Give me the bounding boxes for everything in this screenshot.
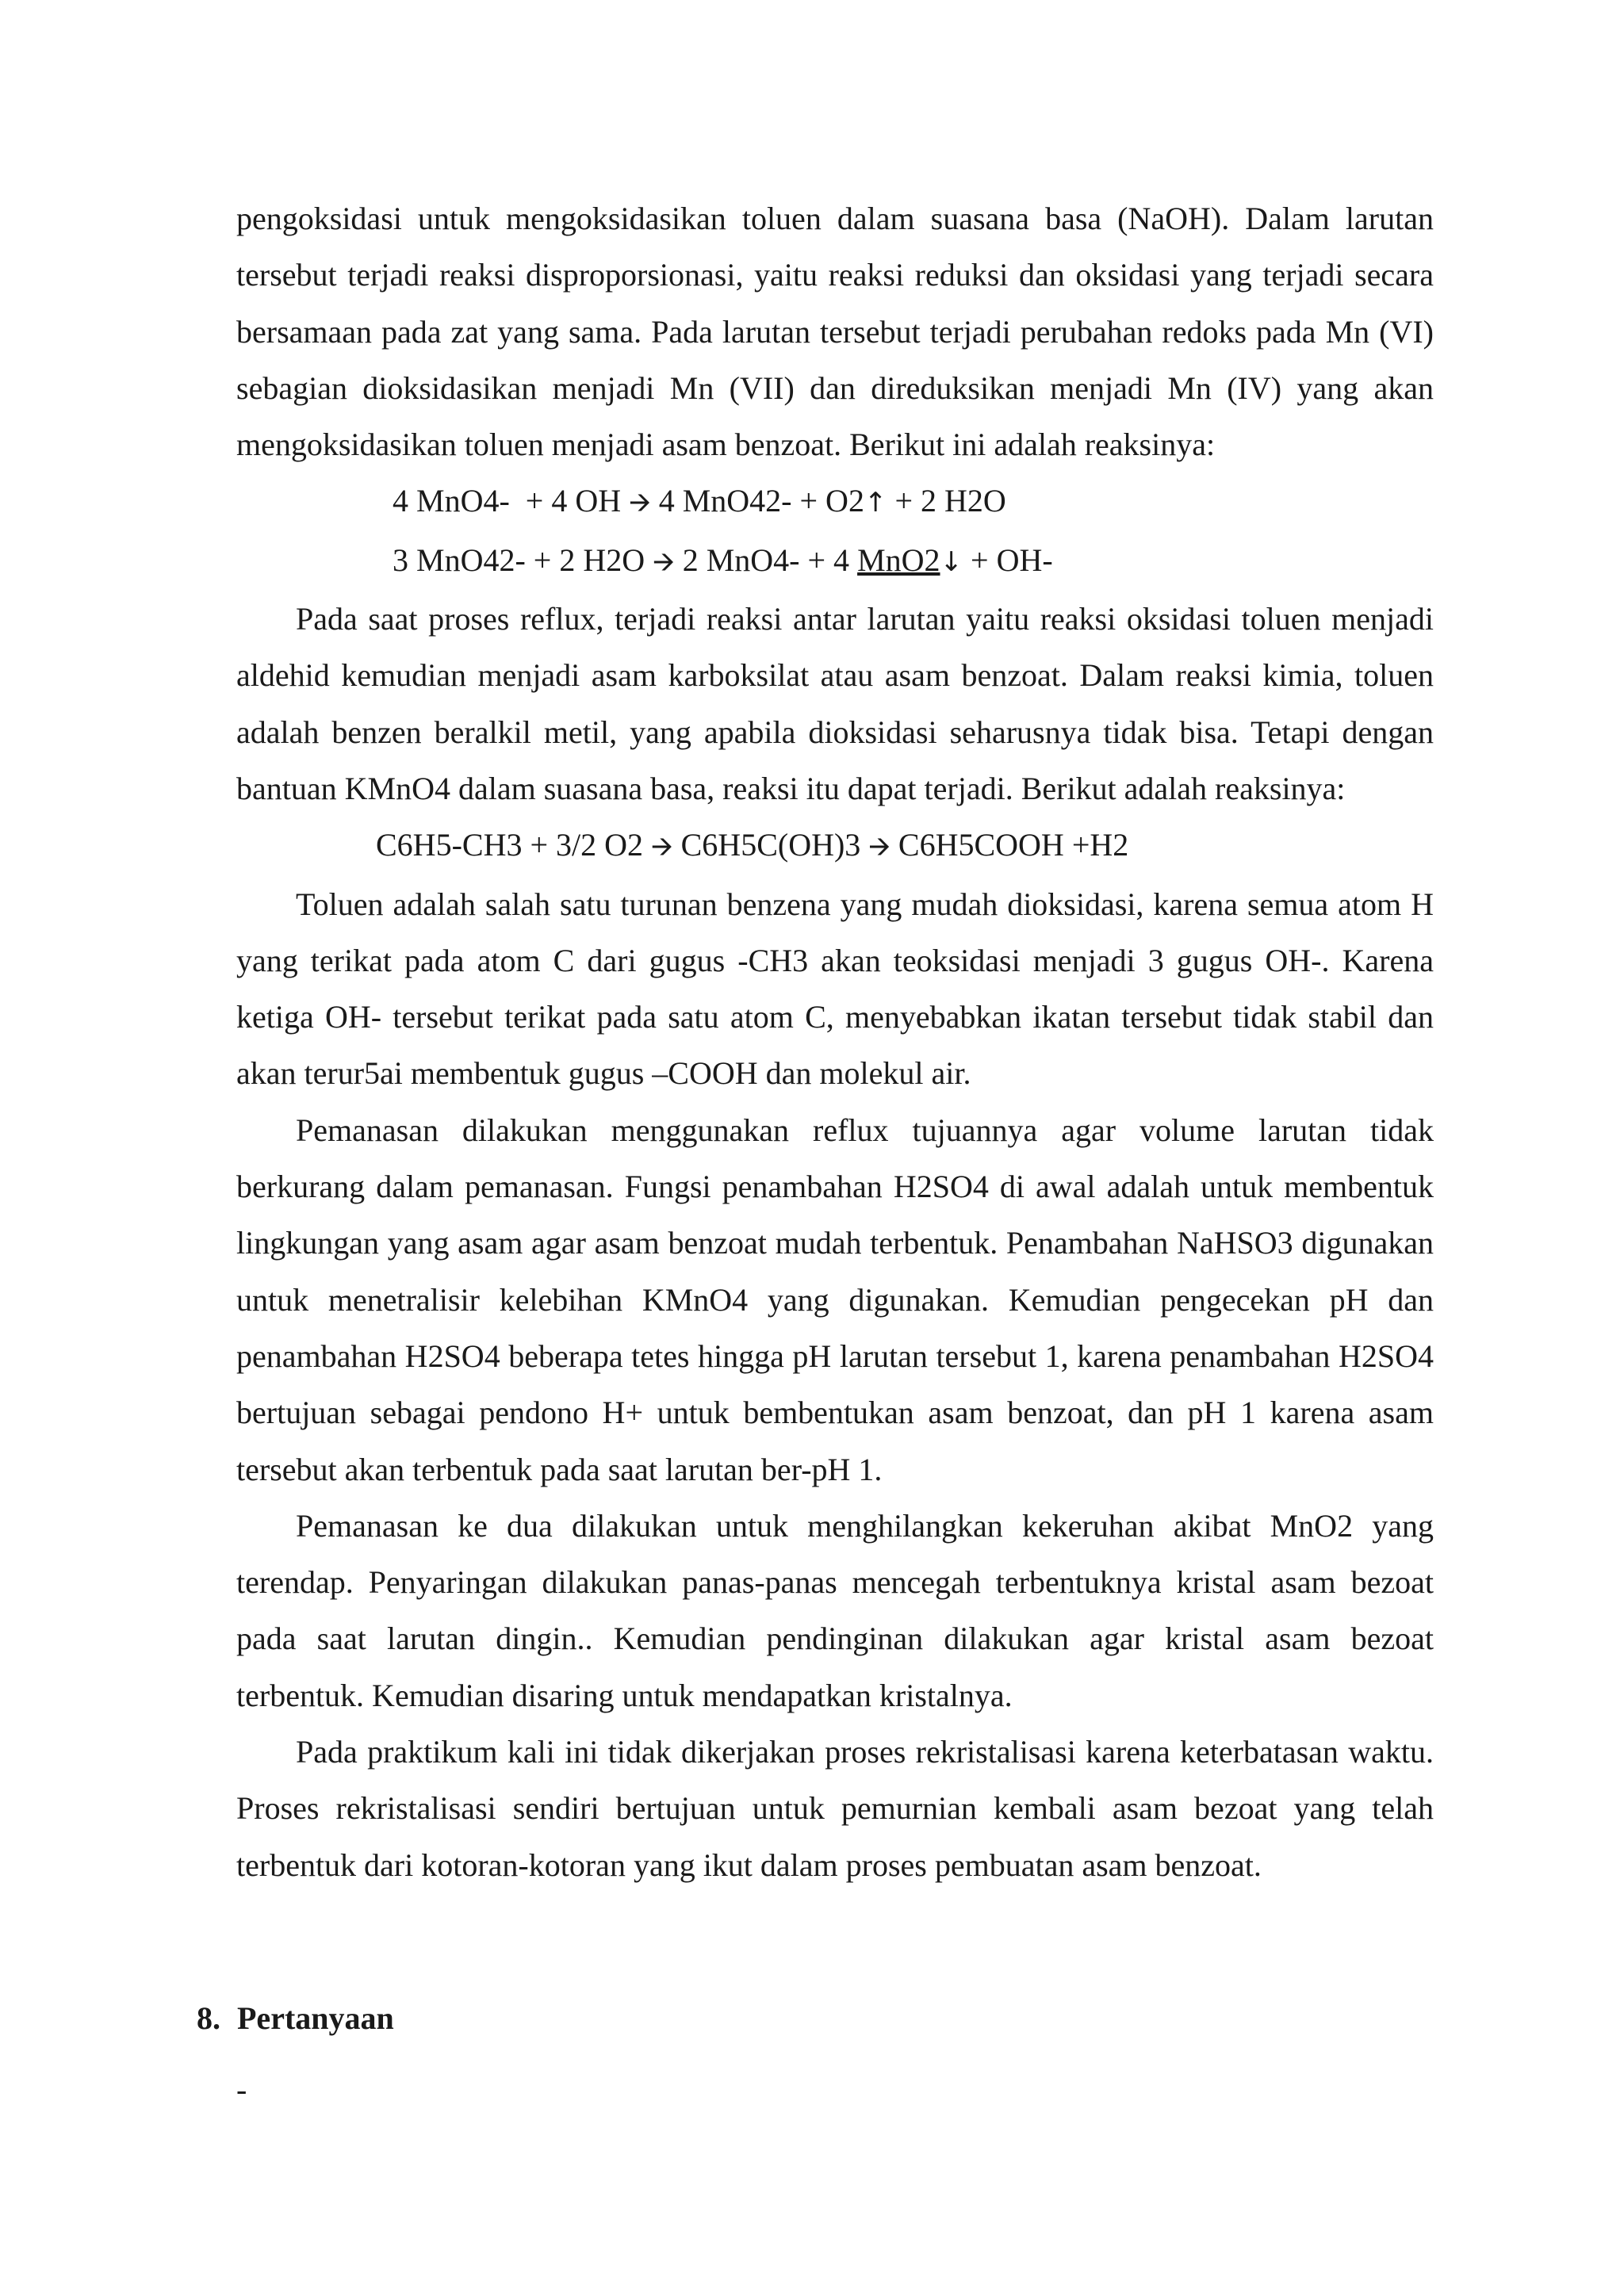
precipitate-arrow-icon: ↓ xyxy=(940,545,963,578)
paragraph-heating-reflux: Pemanasan dilakukan menggunakan reflux tujuannya agar volume larutan tidak berkurang dalam pemanasan. Fungsi penambahan H2SO4 di awal adalah untuk membentuk lingkungan yang asam agar asam benzoat mudah terbentuk. Penambahan NaHSO3 digunakan untuk menetralisir kelebihan KMnO4 yang digunakan. Kemudian pengecekan pH dan penambahan H2SO4 beberapa tetes hingga pH larutan tersebut 1, karena penambahan H2SO4 bertujuan sebagai pendono H+ untuk bembentukan asam benzoat, dan pH 1 karena asam tersebut akan terbentuk pada saat larutan ber-pH 1. xyxy=(236,1112,1434,1487)
equation-disproportionation-2: 3 MnO42- + 2 H2O 🡪 2 MnO4- + 4 MnO2↓ + OH- xyxy=(393,541,1053,578)
reaction-arrow-icon: 🡪 xyxy=(653,545,675,578)
list-item: - xyxy=(236,2072,247,2107)
paragraph-recrystallization: Pada praktikum kali ini tidak dikerjakan proses rekristalisasi karena keterbatasan waktu. Proses rekristalisasi sendiri bertujuan untuk pemurnian kembali asam bezoat yang telah terbentuk dari kotoran-kotoran yang ikut dalam proses pembuatan asam benzoat. xyxy=(236,1734,1434,1883)
section-number: 8. xyxy=(197,2000,220,2036)
discussion-body xyxy=(236,190,1434,1893)
reaction-arrow-icon: 🡪 xyxy=(629,487,651,519)
paragraph-reflux-oxidation: Pada saat proses reflux, terjadi reaksi antar larutan yaitu reaksi oksidasi toluen menjadi aldehid kemudian menjadi asam karboksilat atau asam benzoat. Dalam reaksi kimia, toluen adalah benzen beralkil metil, yang apabila dioksidasi seharusnya tidak bisa. Tetapi dengan bantuan KMnO4 dalam suasana basa, reaksi itu dapat terjadi. Berikut adalah reaksinya: xyxy=(236,601,1434,806)
paragraph-second-heating: Pemanasan ke dua dilakukan untuk menghilangkan kekeruhan akibat MnO2 yang terendap. Penyaringan dilakukan panas-panas mencegah terbentuknya kristal asam bezoat pada saat larutan dingin.. Kemudian pendinginan dilakukan agar kristal asam bezoat terbentuk. Kemudian disaring untuk mendapatkan kristalnya. xyxy=(236,1507,1434,1713)
section-heading xyxy=(197,1990,394,2046)
underlined-formula: MnO2 xyxy=(857,541,940,578)
reaction-arrow-icon: 🡪 xyxy=(868,831,891,863)
equation-toluene-oxidation: C6H5-CH3 + 3/2 O2 🡪 C6H5C(OH)3 🡪 C6H5COOH +H2 xyxy=(376,827,1129,863)
section-title: Pertanyaan xyxy=(237,2000,394,2036)
reaction-arrow-icon: 🡪 xyxy=(651,831,673,863)
gas-evolution-arrow-icon: ↑ xyxy=(864,487,887,519)
paragraph-toluene-explanation: Toluen adalah salah satu turunan benzena yang mudah dioksidasi, karena semua atom H yang terikat pada atom C dari gugus -CH3 akan teoksidasi menjadi 3 gugus OH-. Karena ketiga OH- tersebut terikat pada satu atom C, menyebabkan ikatan tersebut tidak stabil dan akan terur5ai membentuk gugus –COOH dan molekul air. xyxy=(236,886,1434,1092)
equation-disproportionation-1: 4 MnO4- + 4 OH 🡪 4 MnO42- + O2↑ + 2 H2O xyxy=(393,483,1006,519)
paragraph-disproportionation: pengoksidasi untuk mengoksidasikan toluen dalam suasana basa (NaOH). Dalam larutan tersebut terjadi reaksi disproporsionasi, yaitu reaksi reduksi dan oksidasi yang terjadi secara bersamaan pada zat yang sama. Pada larutan tersebut terjadi perubahan redoks pada Mn (VI) sebagian dioksidasikan menjadi Mn (VII) dan direduksikan menjadi Mn (IV) yang akan mengoksidasikan toluen menjadi asam benzoat. Berikut ini adalah reaksinya: xyxy=(236,201,1434,463)
